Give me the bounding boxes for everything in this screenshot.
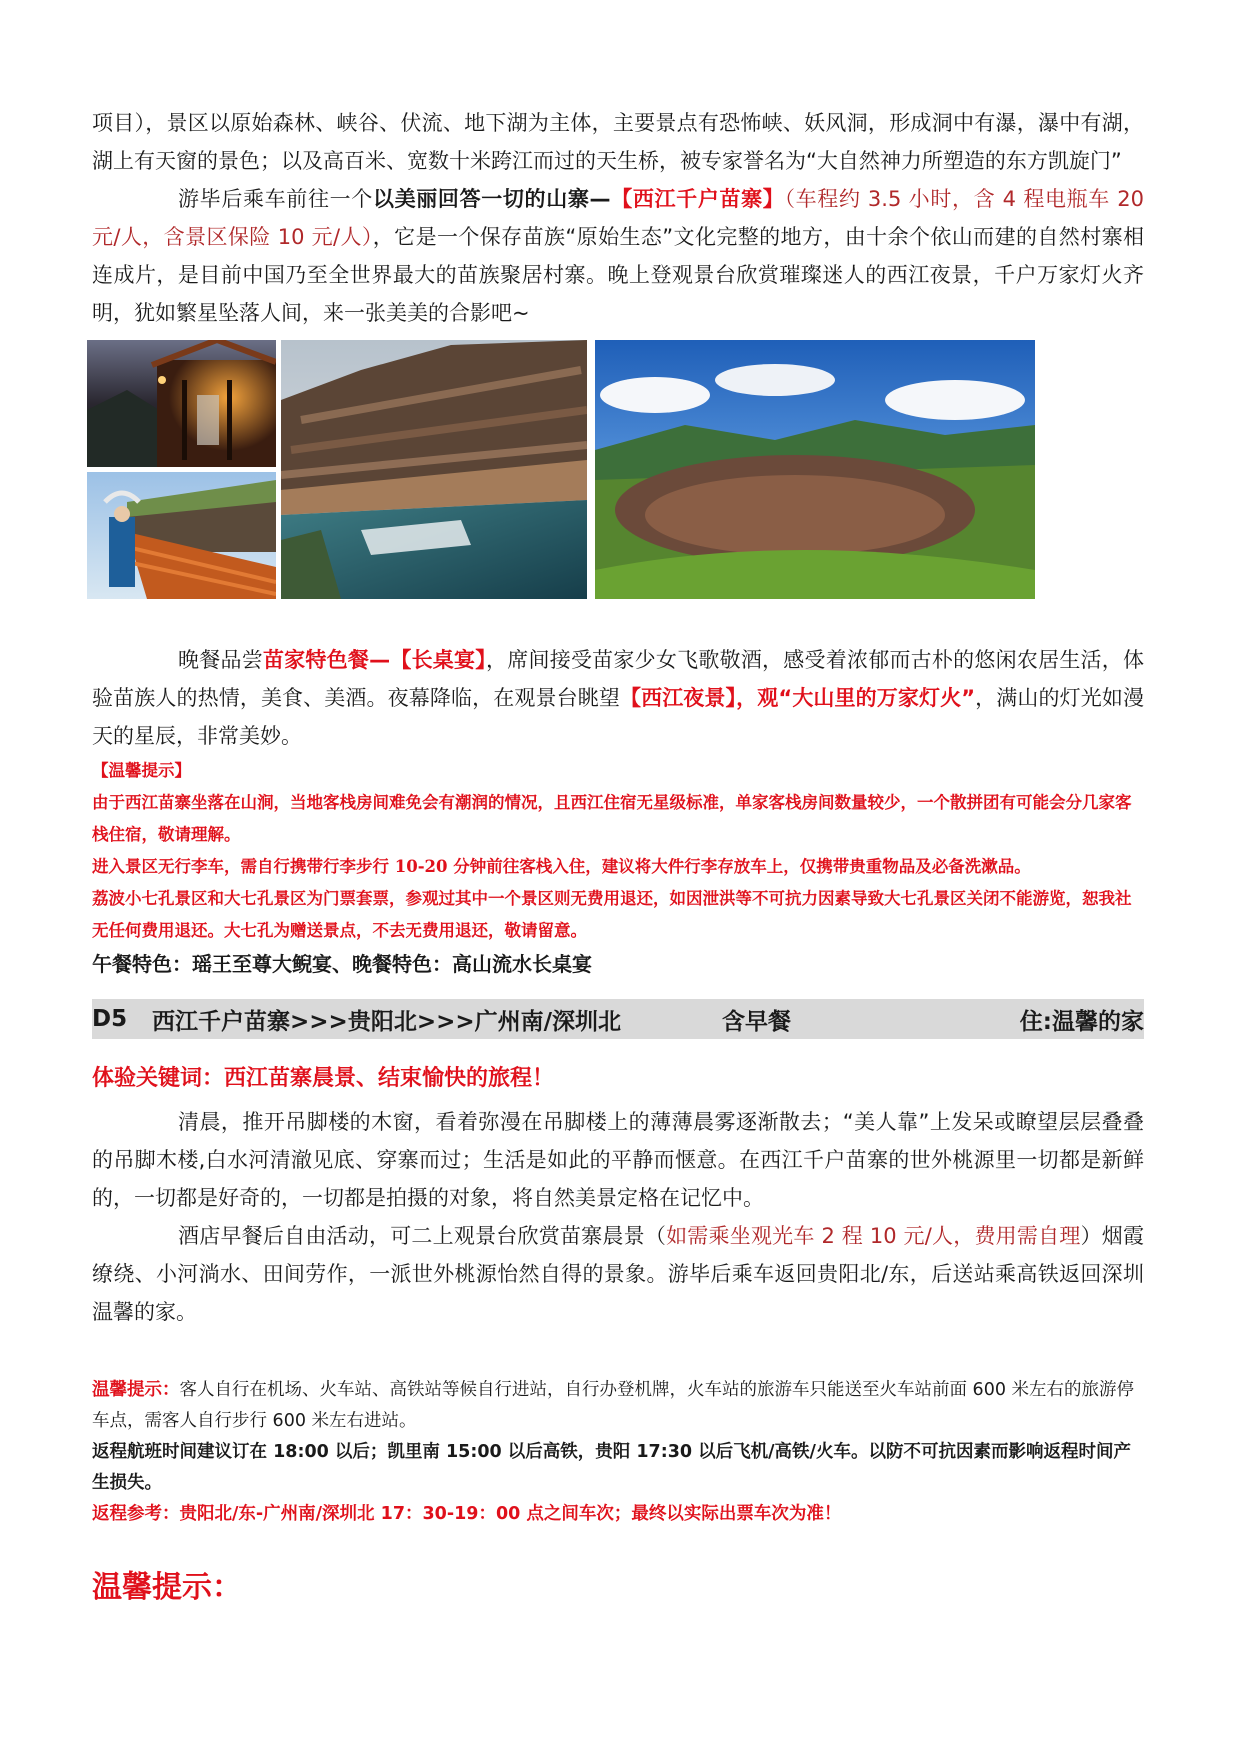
para5-lead: 酒店早餐后自由活动，可二上观景台欣赏苗寨晨景（ [178, 1224, 667, 1248]
tip-line: 荔波小七孔景区和大七孔景区为门票套票，参观过其中一个景区则无费用退还，如因泄洪等不可抗力因素导致大七孔景区关闭不能游览，恕我社无任何费用退还。大七孔为赠送景点，不去无费用退还，敬请留意。 [92, 889, 1132, 940]
tip-line: 进入景区无行李车，需自行携带行李步行 10-20 分钟前往客栈入住，建议将大件行李存放车上，仅携带贵重物品及必备洗漱品。 [92, 857, 1031, 876]
day5-header [92, 999, 1144, 1039]
xijiang-paragraph [92, 180, 1144, 332]
shuttle-fee-note: 如需乘坐观光车 2 程 10 元/人，费用需自理 [666, 1224, 1081, 1248]
experience-keywords: 体验关键词：西江苗寨晨景、结束愉快的旅程！ [92, 1066, 555, 1091]
miao-girl-bridge-photo [87, 472, 276, 599]
day-number: D5 [92, 1006, 128, 1032]
return-train-reference: 返程参考：贵阳北/东-广州南/深圳北 17：30-19：00 点之间车次；最终以实际出票车次为准！ [92, 1504, 842, 1524]
warm-note-label: 温馨提示： [92, 1380, 180, 1400]
tip-line: 由于西江苗寨坐落在山涧，当地客栈房间难免会有潮润的情况，且西江住宿无星级标准，单家客栈房间数量较少，一个散拼团有可能会分几家客栈住宿，敬请理解。 [92, 793, 1132, 844]
day-meals: 含早餐 [722, 1008, 791, 1035]
document-page [92, 104, 1144, 1606]
xijiang-transport-detail: （车程约 3.5 小时，含 4 程电瓶车 20 元/人，含景区保险 10 元/人） [92, 187, 1145, 249]
para2-lead: 游毕后乘车前往一个 [178, 187, 373, 211]
para3-lead: 晚餐品尝 [178, 648, 263, 672]
warm-note-text: 客人自行在机场、火车站、高铁站等候自行进站，自行办登机牌，火车站的旅游车只能送至火车站前面 600 米左右的旅游停车点，需客人自行步行 600 米左右进站。 [92, 1380, 1135, 1431]
night-village-photo [87, 340, 276, 467]
warm-note [92, 1375, 1144, 1437]
return-paragraph [92, 1217, 1144, 1331]
final-tips-heading: 温馨提示： [92, 1570, 242, 1605]
para3-mid: ，席间接受苗家少女飞歌敬酒，感受着浓郁而古朴的悠闲农居生活，体验苗族人的热情，美食、美酒。夜幕降临，在观景台眺望 [92, 648, 1145, 710]
para3-end: ，满山的灯光如漫天的星辰，非常美妙。 [92, 686, 1145, 748]
photo-collage [87, 340, 1144, 635]
para2-rest: ，它是一个保存苗族“原始生态”文化完整的地方，由十余个依山而建的自然村寨相连成片，是目前中国乃至全世界最大的苗族聚居村寨。晚上登观景台欣赏璀璨迷人的西江夜景，千户万家灯火齐明，犹如繁星坠落人间，来一张美美的合影吧~ [92, 225, 1144, 325]
return-flight-advice: 返程航班时间建议订在 18:00 以后；凯里南 15:00 以后高铁，贵阳 17:30 以后飞机/高铁/火车。以防不可抗因素而影响返程时间产生损失。 [92, 1442, 1131, 1493]
river-village-photo [281, 340, 587, 599]
dinner-paragraph [92, 641, 1144, 755]
xijiang-name: 【西江千户苗寨】 [610, 187, 785, 211]
long-table-feast: 苗家特色餐—【长桌宴】 [262, 648, 487, 672]
para2-bold: 以美丽回答一切的山寨— [372, 187, 611, 211]
valley-village-photo [595, 340, 1035, 599]
morning-paragraph: 清晨，推开吊脚楼的木窗，看着弥漫在吊脚楼上的薄薄晨雾逐渐散去；“美人靠”上发呆或瞭望层层叠叠的吊脚木楼,白水河清澈见底、穿寨而过；生活是如此的平静而惬意。在西江千户苗寨的世外桃源里一切都是新鲜的，一切都是好奇的，一切都是拍摄的对象，将自然美景定格在记忆中。 [92, 1110, 1144, 1210]
xijiang-night-view: 【西江夜景】，观“大山里的万家灯火” [619, 686, 976, 710]
tips-title: 【温馨提示】 [92, 761, 191, 780]
meal-features: 午餐特色：瑶王至尊大鲵宴、晚餐特色：高山流水长桌宴 [92, 952, 592, 976]
intro-paragraph: 项目），景区以原始森林、峡谷、伏流、地下湖为主体，主要景点有恐怖峡、妖风洞，形成洞中有瀑，瀑中有湖，湖上有天窗的景色；以及高百米、宽数十米跨江而过的天生桥，被专家誉名为“大自然神力所塑造的东方凯旋门” [92, 111, 1144, 173]
day-route: 西江千户苗寨>>>贵阳北>>>广州南/深圳北 [152, 1008, 622, 1035]
para5-rest: ）烟霞缭绕、小河淌水、田间劳作，一派世外桃源怡然自得的景象。游毕后乘车返回贵阳北/东，后送站乘高铁返回深圳温馨的家。 [92, 1224, 1145, 1324]
day-stay: 住:温馨的家 [1019, 1008, 1144, 1035]
